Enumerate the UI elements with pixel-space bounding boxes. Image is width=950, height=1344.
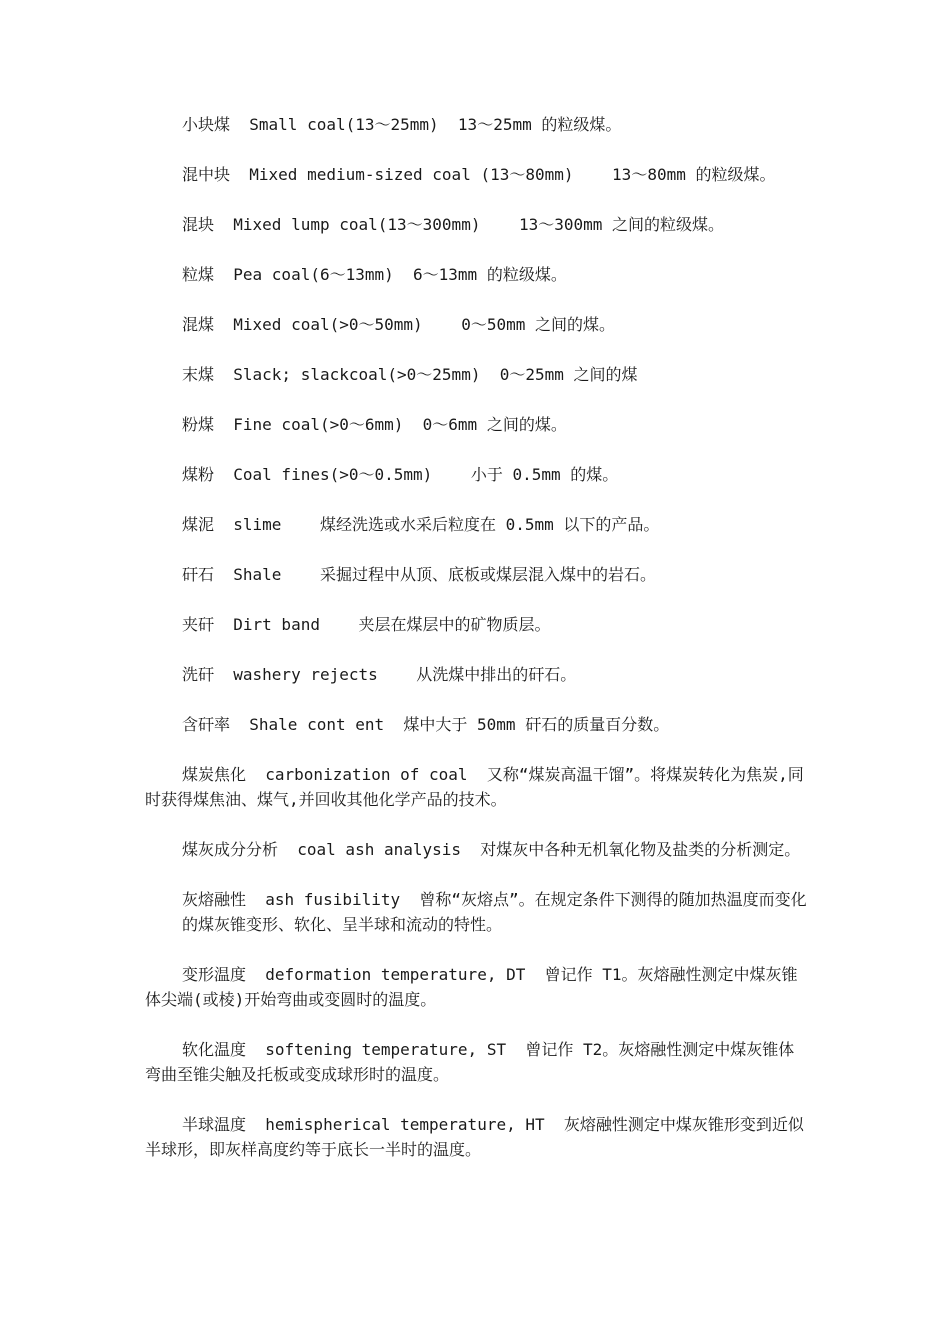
- glossary-entry-pea-coal: 粒煤 Pea coal(6～13mm) 6～13mm 的粒级煤。: [182, 265, 567, 284]
- glossary-entry-ash-fusibility: 灰熔融性 ash fusibility 曾称“灰熔点”。在规定条件下测得的随加热温度而变化的煤灰锥变形、软化、呈半球和流动的特性。: [182, 890, 807, 934]
- glossary-entry-mixed-coal: 混煤 Mixed coal(>0～50mm) 0～50mm 之间的煤。: [182, 315, 615, 334]
- glossary-entry-mixed-lump-coal: 混块 Mixed lump coal(13～300mm) 13～300mm 之间的粒级煤。: [182, 215, 725, 234]
- glossary-entry-shale-content: 含矸率 Shale cont ent 煤中大于 50mm 矸石的质量百分数。: [182, 715, 670, 734]
- glossary-entry-mixed-medium-coal: 混中块 Mixed medium-sized coal (13～80mm) 13～80mm 的粒级煤。: [182, 165, 776, 184]
- glossary-entry-carbonization: 煤炭焦化 carbonization of coal 又称“煤炭高温干馏”。将煤炭转化为焦炭,同时获得煤焦油、煤气,并回收其他化学产品的技术。: [145, 765, 804, 809]
- glossary-entry-washery-rejects: 洗矸 washery rejects 从洗煤中排出的矸石。: [182, 665, 577, 684]
- glossary-body: [145, 112, 810, 1187]
- glossary-entry-fine-coal: 粉煤 Fine coal(>0～6mm) 0～6mm 之间的煤。: [182, 415, 567, 434]
- glossary-entry-hemispherical-temperature: 半球温度 hemispherical temperature, HT 灰熔融性测定中煤灰锥形变到近似半球形，即灰样高度约等于底长一半时的温度。: [145, 1115, 804, 1159]
- glossary-entry-slime: 煤泥 slime 煤经洗选或水采后粒度在 0.5mm 以下的产品。: [182, 515, 660, 534]
- glossary-entry-softening-temperature: 软化温度 softening temperature, ST 曾记作 T2。灰熔融性测定中煤灰锥体弯曲至锥尖触及托板或变成球形时的温度。: [145, 1040, 795, 1084]
- glossary-entry-deformation-temperature: 变形温度 deformation temperature, DT 曾记作 T1。灰熔融性测定中煤灰锥体尖端(或棱)开始弯曲或变圆时的温度。: [145, 965, 798, 1009]
- glossary-entry-small-coal: 小块煤 Small coal(13～25mm) 13～25mm 的粒级煤。: [182, 115, 622, 134]
- glossary-entry-ash-analysis: 煤灰成分分析 coal ash analysis 对煤灰中各种无机氧化物及盐类的分析测定。: [182, 840, 801, 859]
- glossary-entry-coal-fines: 煤粉 Coal fines(>0～0.5mm) 小于 0.5mm 的煤。: [182, 465, 619, 484]
- glossary-entry-slack: 末煤 Slack; slackcoal(>0～25mm) 0～25mm 之间的煤: [182, 365, 638, 384]
- glossary-entry-dirt-band: 夹矸 Dirt band 夹层在煤层中的矿物质层。: [182, 615, 551, 634]
- glossary-entry-shale: 矸石 Shale 采掘过程中从顶、底板或煤层混入煤中的岩石。: [182, 565, 656, 584]
